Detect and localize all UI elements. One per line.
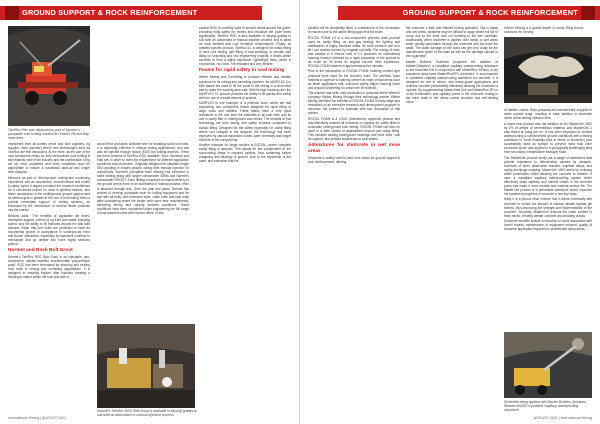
right-caption-2: Shotcrete being applied with Master Builders Solutions MasterLife4300 crystalline capillary waterproofing admixture: [504, 400, 586, 413]
weber-foam-photo: [504, 37, 592, 103]
left-column-3: [199, 26, 291, 414]
paragraph: cavities will be completely filled, a containment of the excavation is ensured due to the active filling support of the foam.: [308, 26, 400, 35]
paragraph: avoid reflux and allow sufficient time for installing solid rock bolts. It is especially effective in vertical bolting applications, and can also be injected through hollow (SOS) bar bolting anchors. These are three versions of TamRoc ROC available: Slow, Standard and Fast set, in order to meet the requirement for different application conditions and processes. Originally designed for standard length SEA grouting in broken ground during both manual injection for anchorbolts, Normet's pumpable resin offering has extended to cable bolting along with longer consumable SEMs and Normet's consumable GROUT. Each drilling company's nonhand delivery to the ground where more of an automated or manual process, resin is attached through this. Over the past few years, Normet has worked to develop pumpable resin for bolting equipment and for use with all bolts, with extended bolts, cable bolts and stop bolts alike considering where the longer resin open time requirements, delivering strong and varying ambient conditions. These conditions have been considered when engineering the full range of improvement cures with Normet offers. In this: [97, 142, 189, 215]
subheading-normet-rock-bolt: Normet and Rock Bolt Grout: [8, 248, 73, 254]
right-column-2: [406, 26, 498, 414]
left-section-banner: [0, 6, 262, 20]
im-logo-icon: [5, 6, 19, 20]
paragraph: ROCSIL FOAM is a LOHA (Admixtures) approved product and has effectively entered all hundreds of markets for safety filled in Australian underground coal mining. ROCSIL FOAM can also be used in a wide variety of applications beyond just cavity filling. This includes sealing undergound headings and mine lines, coal rib support, and surface subsidence in coal seams.: [308, 116, 400, 142]
left-banner-title: GROUND SUPPORT & ROCK REINFORCEMENT: [22, 8, 198, 17]
paragraph: Normet's TamRoc ROC Bolt Grout is an injectable, two-component, silicate-modified indeterminate polyurethane grout. ROC has been formulated for securing and sealing rock bolts in mining and tunnelling applications. It is designed to instantly thicken after injection creating a thixotropic nature within the rock bolt hole in: [8, 255, 90, 280]
paragraph: Customer benefits include a reduction in costs associated with tunnel repairs, maintenance of equipment reduced, quality of shotcrete application improved in problematic damp areas.: [504, 219, 592, 232]
paragraph: The solution has been very successful in Australia where Weber's company Weber Mining through their technology partner Weber Mining identified the benefits of ROCSIL FOAM in early stage and embarked on an extensive research and development program to introduce the product to Australia with two thousands of risk salvers.: [308, 91, 400, 116]
grout-injection-illustration: [97, 324, 195, 408]
shotcrete-spraying-illustration: [504, 332, 592, 398]
right-section-banner: [338, 6, 600, 20]
left-column-1: [8, 142, 90, 414]
subheading-foams-coal: Foams for rapid safety in coal mining: [199, 68, 285, 74]
right-page: [300, 0, 600, 424]
left-caption-2: Normet's TamRoc ROC Bolt Grout is available in varying grades to suit both an automated or manual injection process: [97, 409, 197, 418]
underground-rig-illustration: [8, 26, 90, 126]
left-footer: International Mining | AUGUST 2021: [8, 416, 66, 420]
shotcrete-photo: [504, 332, 592, 398]
right-column-3: [504, 108, 592, 330]
subheading-admixtures: Admixtures for shotcrete in wet mine areas: [308, 143, 400, 155]
roc-bolt-grout-photo: [97, 324, 195, 408]
cavity-foam-illustration: [504, 37, 592, 103]
paragraph: context ROC is currently used in several mines around the globe, providing early safety for miners and reduction the cycle times significantly. TamRoc ROC is also available in varying grades to suit both an automated or manual injection process and to allow for local ambient and rock formation temperatures. Finally, as ambient specific product, TamRoc ILL is designed for easily fitting in hard rock mining, gelt filling in coal workings, to provide void filling for tunnelling and civil engineering projects. It reacts within seconds to form a highly expansive, lightweight foam, which is economical, non-toxic, fire retardant and very flexible.: [199, 26, 291, 67]
paragraph: firstly it is a porous resin mixture that it works chemically with concrete to reduce the amount of calcium silicate hydrate gel formed, thus improving the strength and impermeability of the concrete. Secondly, MasterCell reduces the water content in fresh mixes, creating denser concrete and avoiding cracks.: [504, 197, 592, 218]
paragraph: MARFLEX is one example of a phenolic foam, which are fast expanding, two component foams designed for rapid filling of large voids and cavities. These foams have a very good resistance to fire and form the materials in all coal mine and its use in cavity filler in underground coal mines. The benefits of this technology are time saving and safety increase compared to classic filling. Designed for the safety especially for cavity filling where roof collapse in the longwall, the technology has been improved by various expansion cubes, safer chemistry and longer shelf life of the components.: [199, 101, 291, 142]
paragraph: Weber Mining and Tunnelling to produce efficient and reliable solutions for its mining and tunnelling partners. Its MARFLEX Co-Mile foams are used to fill the voids in the ceiling in a short time and to make the working area safe. With its high foaming rate, the MARFLEX CL product provides the ability to fill quickly and safely with the use of a small amount of product.: [199, 75, 291, 100]
paragraph: Prior to the introduction of ROCSIL FOAM, foaming cement type products were used for the recovery work. The phenolic foam material is superior to foaming cement at many critical areas such as faster application rate, improved safety, higher foaming times and reduced shuttering to contain the fill material.: [308, 69, 400, 90]
right-banner-title: GROUND SUPPORT & ROCK REINFORCEMENT: [402, 8, 578, 17]
tamroc-rig-photo: [8, 26, 90, 126]
paragraph: Minova's 'as part of' development, testing and monitoring experience can as mechanical, environmental and health & safety topics it argues provided the required confidence for a successful launch for what is general traction, and faster acceptance in the underground ground support and as Minova gets in greater in the use of bolt bolting resin in provide immediate support of bolting systems, as enhanced by the introduction of several newer products into the market.: [8, 175, 90, 213]
paragraph: Master Builders Solutions proposed the addition of MasterCellspeed, a crystalline capillary waterproofing admixture to the shotcrete mix in conjunction with MasterRoc SPrcus, a dry powdered silica-fume MasterRoc/SPL admixture. It accompanies a crystalline capillary waterproofing admixture for concrete. It is designed for use in above- and below-grade applications and reduces concrete permeability effectively allowing the shotcrete to hydrate. By supplementing MasterSeal Cell and MasterRoc SP-nc in the formulation, and capillary pores in the shotcrete closing in the mine walls in the dense matrix structure and self-healing minor: [406, 59, 498, 105]
paragraph: the customer a safe and efficient mining operation. Out in damp and wet areas, shotcrete may be difficult to apply where full set to occur due to the shell rock not bonding to the wet substrate. Additionally, when shotcrete is applied over damp or wet areas water usually penetrates through the shotcrete and the bond the seals. The water damage on the bond can get very costly for the maintenance spare of the base as well as the damage caused to the equipment.: [406, 26, 498, 59]
paragraph: The MasterLife product family are a range of admixtures that provide resistance to deterioration caused by abrasion, corrosion of steel, alkali-silica reaction, sulphate attack, and drying shrinkage cracking. MasterLife 4300 works by reducing water penetration whilst allowing the concrete to breathe. It uses a crystalline capillary waterproofing system which effectively seals capillary and hairline cracks in the concrete pores that make it more durable and extends service life. The MasterCell product is a permeable admixture which improves the hardened properties of concrete in two key ways:: [504, 155, 592, 196]
right-footer: AUGUST 2021 | International Mining: [533, 416, 592, 420]
paragraph: A brand new product was the addition of the MasterLife 4300 by 2% of weight of cementitious material, and MasterCell 1 was dosed at using per m³. It has been employed to combat waterproofing & cohesiveness ground conditions with a mining contractor in South Australia (see in terms of shotcrete) plus successfully used as surface to prevent most rock mine excessive quote' was applied to a geologically challenging area from secondary infrastructure transport route.: [504, 121, 592, 154]
im-logo-icon: [581, 6, 595, 20]
left-column-2: [97, 142, 189, 320]
right-caption-1: Weber Mining is a global leader in cavity filling foams solutions for mining: [504, 26, 584, 35]
paragraph: Another example for larger cavities is ROCSIL, where complete cavity filling is assured. This allows for the containment of the surrounding strata in required cavities, thus containing further collapsing and allowing of ground. Due to the expansion of the foam, and extension that the: [199, 143, 291, 164]
paragraph: Shotcrete is widely used in hard rock mines for ground support & rock reinforcement, offering: [308, 156, 400, 165]
paragraph: investment from all parties (mine and bolt suppliers, rig supplier, mine operator) where new technologies such as TamRoc are first introduced. At the mine, as the use of the new component resins for fully mechanised rock bolting is still relatively new in the industry and the combination of rig set up, resin properties and mine conditions must be appropriate to ensure a successful start-up and longer term adoption.: [8, 142, 90, 175]
paragraph: Besides adds: "The benefits of capacitive set times, immediate support, control of up-front and stable pumping speed, and the ability to fill fractures around the drill hole annulus, mean that bolt holes are protected to have an exponential growth in acceptance in underground mine and tunnel operations, especially as operators continue to mechanise and go deeper into more highly stressed ground.": [8, 213, 90, 247]
paragraph: of hairline cracks. Both products are commercially supplied in water soluble bags, resulting in ease addition to shotcrete mixes whilst adding operator time.: [504, 108, 592, 121]
paragraph: ROCSIL FOAM LG is a two-component phenolic resin product used for cavity filling, air and gas sealing, fire fighting and stabilisation of highly fractured strata. Its most common use is in fill / coil cavities formed by longwall roof falls. The mixing of resin and catalyst in a mixture ratio of 1:1 produces an immediately foaming reaction followed by a rapid expansion of the product to as much as 30 times its original volume. With experience, ROCSIL FOAM reaches in approximately five minutes.: [308, 35, 400, 68]
right-column-1: [308, 26, 400, 414]
left-caption-1: TamRoc Flex was deployed as part of Sproton's pumpable rock bolting solution for Kaba's Terrace Bay mine-lines: [8, 128, 90, 141]
